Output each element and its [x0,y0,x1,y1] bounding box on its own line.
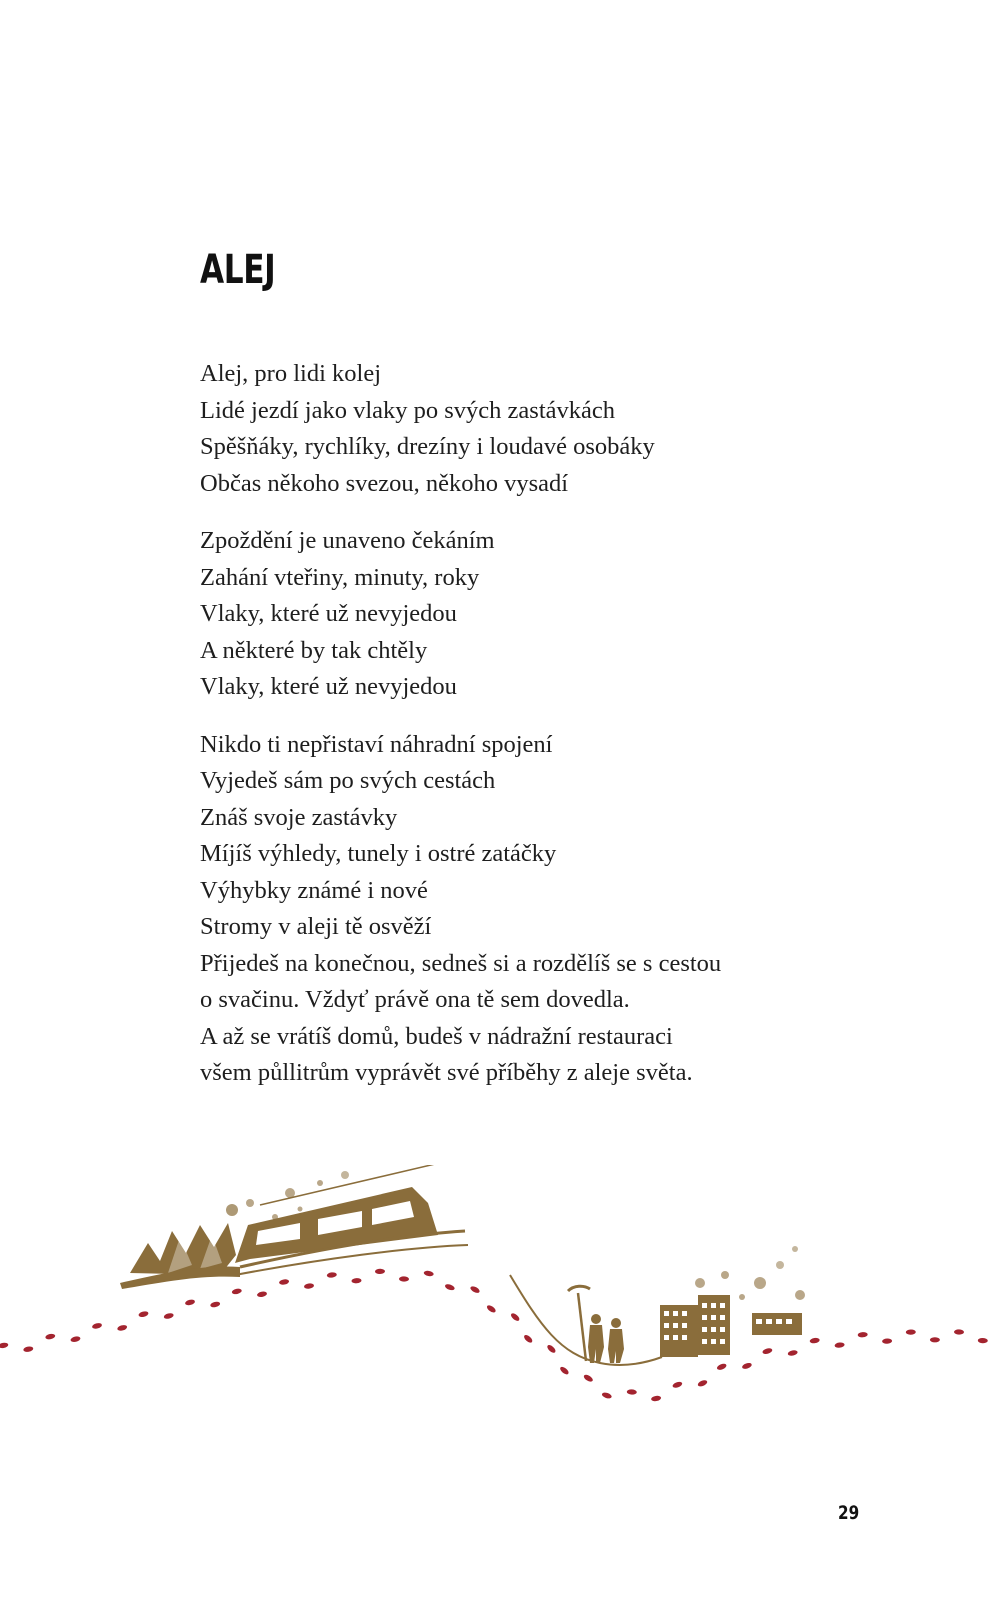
footprint [469,1285,480,1294]
poem-line: Zpoždění je unaveno čekáním [200,527,495,554]
footprint [716,1363,727,1372]
footprint [601,1392,612,1400]
footprint [583,1373,594,1383]
footprint [444,1283,455,1291]
footprint [0,1342,9,1349]
footprint [304,1283,315,1290]
poem-line: Občas někoho svezou, někoho vysadí [200,469,569,497]
footprint [117,1324,128,1331]
poem-line: Vlaky, které už nevyjedou [200,600,457,627]
footprint [741,1362,752,1370]
footprint [858,1332,868,1338]
stanza-3 [200,727,820,1092]
poem-line: všem půllitrům vyprávět své příběhy z aleje světa. [200,1059,693,1086]
footprint [809,1337,820,1344]
footprint [185,1299,196,1306]
footprint [672,1381,683,1389]
poem-line: Výhybky známé i nové [200,876,428,904]
poem-title: ALEJ [200,247,276,293]
poem-line: Vyjedeš sám po svých cestách [200,767,496,794]
footprint [23,1346,34,1353]
tram-illustration [120,1165,468,1289]
footprint [231,1288,242,1295]
stanza-1 [200,356,820,502]
footprint [882,1338,892,1344]
footprint [70,1336,81,1343]
poem-body [200,356,820,1113]
stanza-2 [200,523,820,706]
town-illustration [510,1246,805,1365]
train-and-footprints-illustration [0,1165,995,1450]
footprint [787,1349,798,1356]
footprint [210,1301,221,1308]
footprint [627,1389,637,1395]
footprint [399,1276,409,1281]
footprint [978,1338,988,1344]
poem-line: Lidé jezdí jako vlaky po svých zastávkách [200,396,615,424]
poem-line: A až se vrátíš domů, budeš v nádražní restauraci [200,1022,673,1050]
footprint [930,1337,940,1342]
footprint [906,1329,916,1334]
poem-line: Nikdo ti nepřistaví náhradní spojení [200,730,553,758]
footprint [762,1347,773,1355]
poem-line: Stromy v aleji tě osvěží [200,913,432,940]
footprint [257,1291,268,1298]
footprints-trail [0,1269,988,1402]
footprint [954,1329,964,1334]
footprint [163,1312,174,1319]
poem-line: A některé by tak chtěly [200,636,428,664]
footprint [375,1269,385,1275]
footprint [327,1272,338,1278]
footprint [45,1333,56,1340]
poem-line: Spěšňáky, rychlíky, drezíny i loudavé osobáky [200,433,655,460]
poem-line: Míjíš výhledy, tunely i ostré zatáčky [200,840,557,867]
footprint [423,1270,434,1277]
page-number: 29 [838,1502,860,1524]
footprint [523,1334,534,1345]
footprint [279,1279,290,1286]
footprint [351,1278,361,1284]
footprint [697,1379,708,1388]
poem-line: Alej, pro lidi kolej [200,360,381,387]
footprint [651,1395,662,1402]
footprint [510,1312,521,1322]
poem-line: o svačinu. Vždyť právě ona tě sem dovedla. [200,986,630,1013]
footprint [559,1365,570,1375]
footprint [546,1344,557,1355]
poem-line: Vlaky, které už nevyjedou [200,673,457,700]
poem-line: Znáš svoje zastávky [200,803,398,831]
footprint [834,1342,845,1348]
footprint [486,1304,497,1314]
poem-line: Přijedeš na konečnou, sedneš si a rozdělíš se s cestou [200,949,722,977]
poem-line: Zahání vteřiny, minuty, roky [200,563,480,591]
footprint [92,1322,103,1329]
footprint [138,1310,149,1318]
